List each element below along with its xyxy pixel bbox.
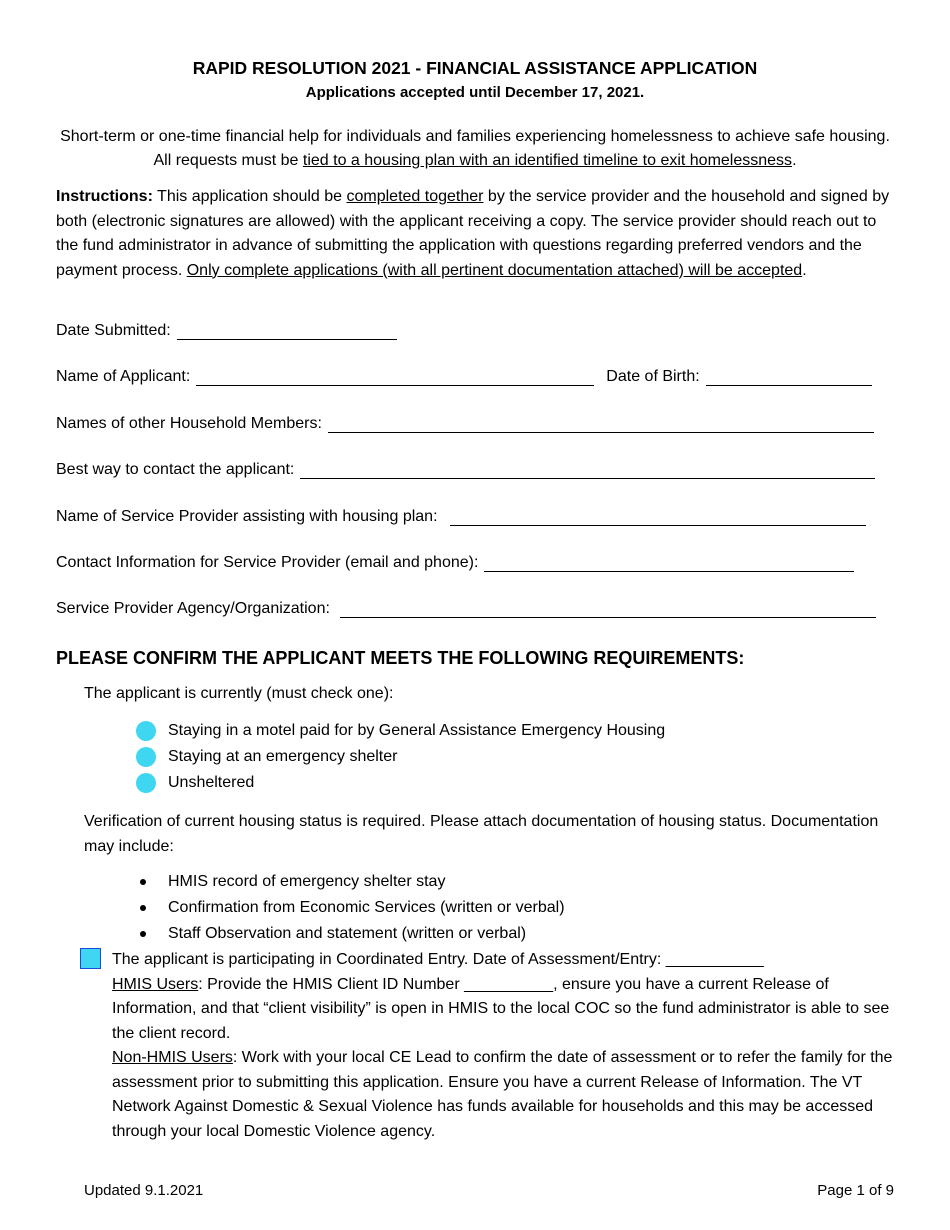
option-label: Staying in a motel paid for by General Assistance Emergency Housing: [168, 722, 666, 739]
service-provider-agency-label: Service Provider Agency/Organization:: [56, 600, 330, 617]
option-unsheltered[interactable]: [136, 773, 254, 793]
service-provider-contact-field: [56, 554, 854, 572]
service-provider-contact-input[interactable]: [484, 555, 854, 572]
name-applicant-input[interactable]: [196, 369, 594, 386]
household-members-label: Names of other Household Members:: [56, 415, 322, 432]
option-emergency-shelter[interactable]: [136, 747, 397, 767]
service-provider-contact-label: Contact Information for Service Provider (email and phone):: [56, 554, 479, 571]
service-provider-name-field: [56, 508, 866, 526]
footer-updated: Updated 9.1.2021: [84, 1182, 204, 1199]
instructions-label: Instructions:: [56, 188, 153, 205]
bullet-icon: [140, 879, 146, 885]
coordinated-entry-checkbox[interactable]: [80, 948, 101, 969]
service-provider-name-label: Name of Service Provider assisting with housing plan:: [56, 508, 438, 525]
hmis-users-text: : Provide the HMIS Client ID Number __________, ensure you have a current Release of Information, and that “client visibility” is open in HMIS to the local COC so the fund administrator is able to see the client record.: [112, 975, 890, 1042]
documentation-item-label: Staff Observation and statement (written or verbal): [168, 925, 527, 942]
requirements-lead: The applicant is currently (must check one):: [84, 685, 394, 702]
instructions-text: by the service provider and the household and signed by both (electronic signatures are allowed) with the applicant receiving a copy. The service provider should reach out to the fund administrator in advance of submitting the application with questions regarding preferred vendors and the payment process.: [56, 188, 890, 279]
date-submitted-field: [56, 322, 397, 340]
instructions-underlined-text: completed together: [346, 188, 484, 205]
non-hmis-users-paragraph: [112, 1046, 902, 1144]
hmis-users-paragraph: [112, 973, 902, 1047]
document-title: RAPID RESOLUTION 2021 - FINANCIAL ASSISTANCE APPLICATION: [192, 58, 758, 78]
service-provider-name-input[interactable]: [450, 509, 866, 526]
documentation-item: [140, 925, 526, 943]
hmis-users-label: HMIS Users: [112, 975, 199, 993]
instructions-underlined-text: Only complete applications (with all pertinent documentation attached) will be accepted: [186, 261, 803, 279]
radio-button[interactable]: [136, 721, 156, 741]
service-provider-agency-input[interactable]: [340, 601, 876, 618]
name-applicant-label: Name of Applicant:: [56, 368, 191, 385]
date-of-birth-input[interactable]: [706, 369, 872, 386]
radio-button[interactable]: [136, 747, 156, 767]
coordinated-entry-block: [112, 948, 902, 1144]
date-submitted-label: Date Submitted:: [56, 322, 171, 339]
documentation-item: [140, 899, 565, 917]
footer-page-number: Page 1 of 9: [817, 1182, 894, 1199]
option-motel[interactable]: [136, 721, 665, 741]
document-subtitle: Applications accepted until December 17, 2021.: [305, 84, 645, 101]
instructions-text: This application should be: [152, 188, 347, 205]
intro-paragraph: [56, 125, 894, 173]
documentation-item-label: Confirmation from Economic Services (written or verbal): [168, 899, 565, 916]
verification-paragraph: Verification of current housing status is required. Please attach documentation of housing status. Documentation may include:: [84, 813, 879, 855]
intro-underlined-text: tied to a housing plan with an identified timeline to exit homelessness: [302, 152, 793, 169]
service-provider-agency-field: [56, 600, 876, 618]
date-submitted-input[interactable]: [177, 323, 397, 340]
option-label: Unsheltered: [168, 774, 255, 791]
household-members-field: [56, 415, 874, 433]
documentation-item: [140, 873, 445, 891]
best-contact-field: [56, 461, 875, 479]
household-members-input[interactable]: [328, 416, 874, 433]
intro-text: Short-term or one-time financial help for individuals and families experiencing homelessness to achieve safe housing. All requests must be: [60, 128, 890, 169]
name-applicant-field: [56, 368, 872, 386]
non-hmis-users-text: : Work with your local CE Lead to confirm the date of assessment or to refer the family for the assessment prior to submitting this application. Ensure you have a current Release of Information. The VT Network Against Domestic & Sexual Violence has funds available for households and this may be accessed through your local Domestic Violence agency.: [112, 1049, 893, 1140]
best-contact-input[interactable]: [300, 462, 875, 479]
radio-button[interactable]: [136, 773, 156, 793]
bullet-icon: [140, 931, 146, 937]
intro-text-end: .: [792, 152, 797, 169]
coordinated-entry-line: The applicant is participating in Coordinated Entry. Date of Assessment/Entry: ___________: [112, 951, 764, 968]
instructions-text-end: .: [802, 261, 807, 279]
instructions-paragraph: [56, 185, 894, 283]
non-hmis-users-label: Non-HMIS Users: [112, 1049, 233, 1066]
documentation-item-label: HMIS record of emergency shelter stay: [168, 873, 446, 890]
date-of-birth-label: Date of Birth:: [606, 368, 700, 385]
option-label: Staying at an emergency shelter: [168, 748, 398, 765]
bullet-icon: [140, 905, 146, 911]
best-contact-label: Best way to contact the applicant:: [56, 461, 295, 478]
requirements-heading: PLEASE CONFIRM THE APPLICANT MEETS THE FOLLOWING REQUIREMENTS:: [56, 648, 745, 668]
